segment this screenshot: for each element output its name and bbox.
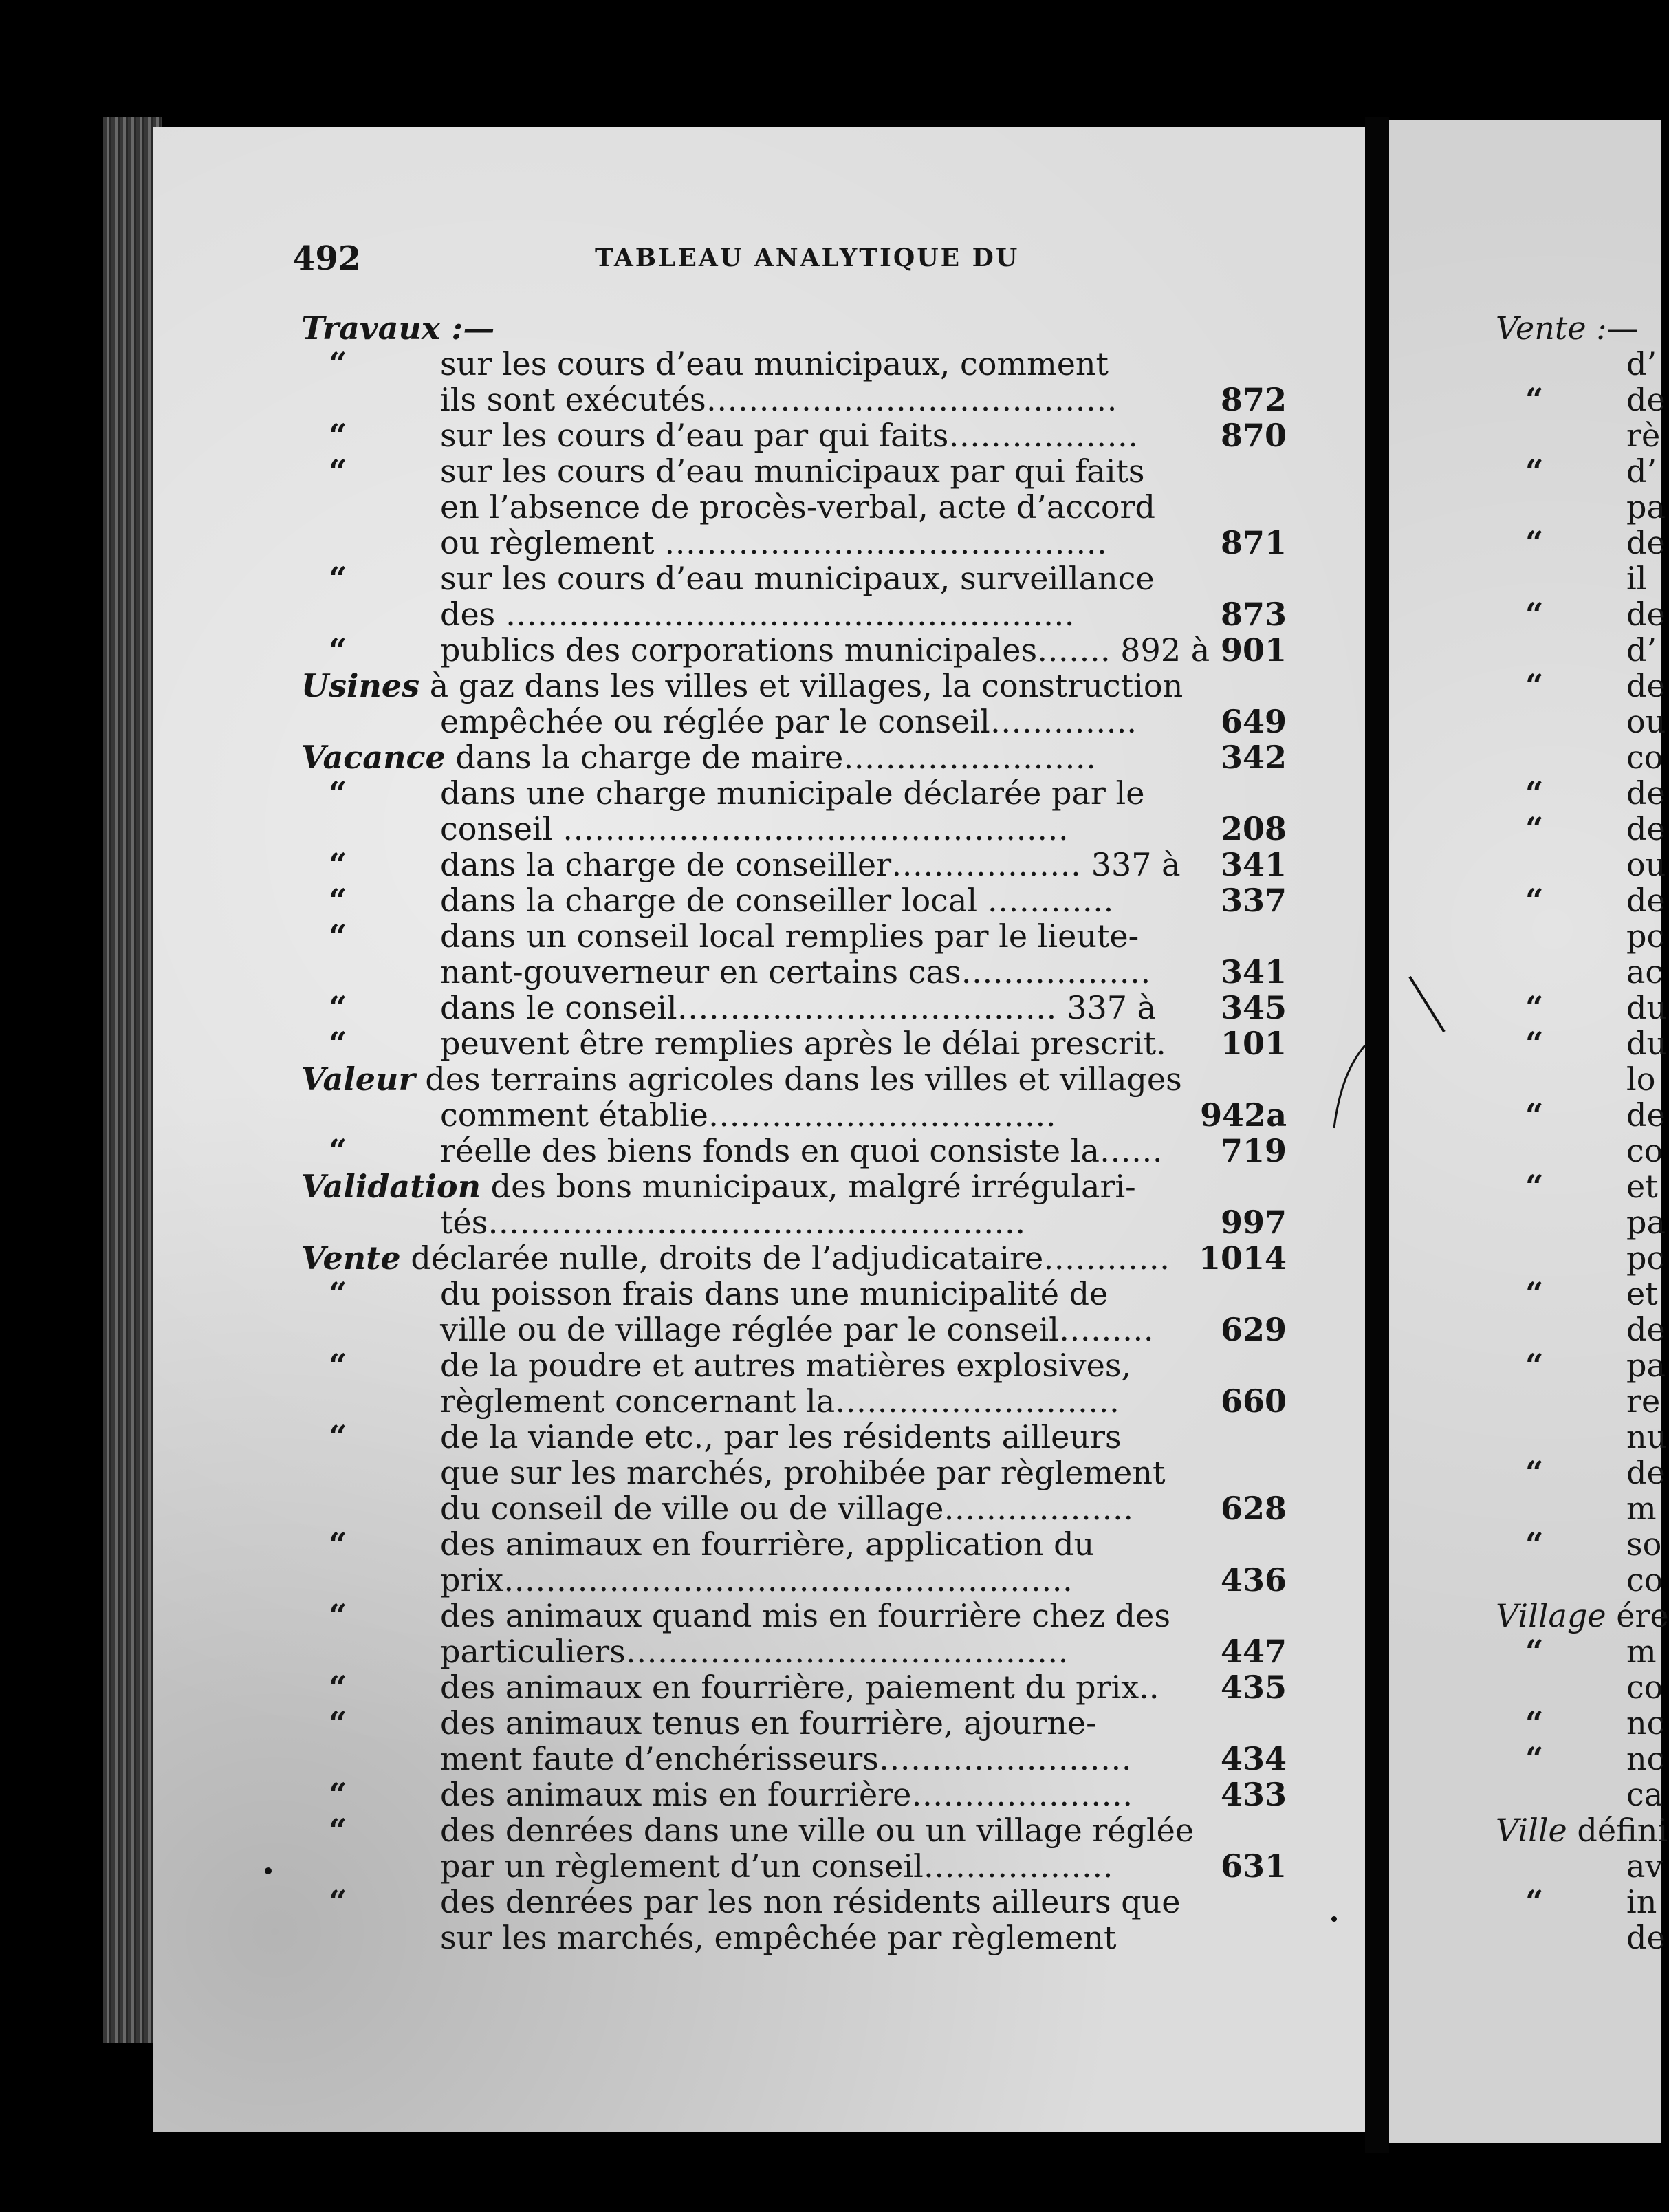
entry-text: empêchée ou réglée par le conseil………….. — [440, 703, 1137, 740]
headword-term: Vente — [301, 1239, 401, 1277]
entry-text: des animaux en fourrière, paiement du prix.. — [440, 1669, 1159, 1706]
entry-text: de — [1626, 524, 1666, 561]
ditto-mark: “ — [1525, 1454, 1544, 1491]
article-reference: 649 — [1220, 703, 1287, 740]
index-line-right — [0, 1454, 1666, 1491]
index-line-right — [0, 1168, 1661, 1205]
entry-text: nc — [1626, 1740, 1665, 1777]
article-reference: 342 — [1220, 739, 1287, 776]
entry-text: nu — [1626, 1418, 1668, 1455]
ditto-mark: “ — [1525, 1168, 1544, 1205]
entry-text: m — [1626, 1633, 1657, 1670]
page-header — [0, 239, 1661, 288]
article-reference: 208 — [1220, 810, 1287, 847]
index-line-right — [0, 918, 1665, 955]
entry-text: et — [1626, 1168, 1658, 1205]
index-line-right — [0, 703, 1666, 740]
entry-text: réelle des biens fonds en quoi consiste la…… — [440, 1132, 1163, 1169]
index-line-right — [0, 1526, 1661, 1563]
article-reference: 345 — [1220, 989, 1287, 1026]
entry-text: de — [1626, 1096, 1666, 1134]
ditto-mark: “ — [1525, 1025, 1544, 1062]
entry-text: du conseil de ville ou de village……………… — [440, 1490, 1134, 1527]
entry-text: ou règlement …………………………………… — [440, 524, 1108, 561]
ditto-mark: “ — [329, 417, 347, 454]
ditto-mark: “ — [1525, 774, 1544, 812]
entry-text: dans un conseil local remplies par le lieute- — [440, 918, 1139, 955]
entry-text: des denrées par les non résidents ailleurs que — [440, 1883, 1181, 1920]
ditto-mark: “ — [329, 882, 347, 919]
entry-text: dans le conseil……………………………… 337 à — [440, 989, 1157, 1026]
ditto-mark: “ — [329, 774, 347, 812]
entry-text: des animaux quand mis en fourrière chez des — [440, 1597, 1170, 1634]
ditto-mark: “ — [1525, 1526, 1544, 1563]
article-reference: 341 — [1220, 846, 1287, 883]
index-line-right — [0, 1311, 1666, 1348]
entry-text: co — [1626, 1132, 1663, 1169]
ditto-mark: “ — [329, 631, 347, 669]
entry-text: dans la charge de conseiller……………… 337 à — [440, 846, 1181, 883]
index-line-right — [0, 1669, 1661, 1706]
entry-text: de — [1626, 1454, 1666, 1491]
ditto-mark: “ — [329, 560, 347, 597]
index-line-right — [0, 882, 1666, 919]
entry-text: particuliers…………………………………… — [440, 1633, 1069, 1670]
index-line-right — [0, 1740, 1665, 1777]
article-reference: 660 — [1220, 1382, 1287, 1420]
ditto-mark: “ — [1525, 1740, 1544, 1777]
entry-text: de — [1626, 882, 1666, 919]
index-line-right — [0, 453, 1661, 490]
ditto-mark: “ — [329, 1597, 347, 1634]
article-reference: 719 — [1220, 1132, 1287, 1169]
entry-text: pc — [1626, 918, 1665, 955]
ditto-mark: “ — [329, 1883, 347, 1920]
entry-text: comment établie…………………………… — [440, 1096, 1056, 1134]
entry-text: des animaux tenus en fourrière, ajourne- — [440, 1704, 1097, 1742]
ditto-mark: “ — [1525, 1704, 1544, 1742]
index-line-right — [0, 1275, 1661, 1312]
index-line-right — [0, 1382, 1661, 1420]
entry-text: de — [1626, 596, 1666, 633]
article-reference: 942a — [1200, 1096, 1287, 1134]
entry-text: rè — [1626, 417, 1661, 454]
entry-text: il — [1626, 560, 1647, 597]
entry-text: sur les cours d’eau par qui faits……………… — [440, 417, 1139, 454]
entry-text: m — [1626, 1490, 1657, 1527]
ditto-mark: “ — [329, 453, 347, 490]
index-line-right — [0, 989, 1668, 1026]
entry-text: dans une charge municipale déclarée par le — [440, 774, 1145, 812]
index-line-right — [0, 846, 1666, 883]
ditto-mark: “ — [1525, 1096, 1544, 1134]
ditto-mark: “ — [329, 1025, 347, 1062]
ditto-mark: “ — [1525, 596, 1544, 633]
entry-text: sur les cours d’eau municipaux par qui faits — [440, 453, 1145, 490]
entry-text: de — [1626, 667, 1666, 704]
entry-text: règlement concernant la……………………… — [440, 1382, 1120, 1420]
index-line-right — [0, 1061, 1661, 1098]
entry-text: co — [1626, 739, 1663, 776]
headword-term: Valeur — [301, 1061, 415, 1098]
headword-term: Validation — [301, 1168, 481, 1205]
headword-text: à gaz dans les villes et villages, la construction — [419, 667, 1183, 704]
headword-term: Vente :— — [1496, 310, 1639, 347]
entry-text: ils sont exécutés………………………………… — [440, 381, 1117, 418]
entry-text: dans la charge de conseiller local ………… — [440, 882, 1114, 919]
entry-text: d’ — [1626, 631, 1657, 669]
article-reference: 871 — [1220, 524, 1287, 561]
entry-text: sur les cours d’eau municipaux, surveillance — [440, 560, 1155, 597]
entry-text: d’ — [1626, 345, 1657, 382]
article-reference: 435 — [1220, 1669, 1287, 1706]
entry-text: so — [1626, 1526, 1662, 1563]
entry-text: par un règlement d’un conseil……………… — [440, 1847, 1113, 1885]
entry-text: sur les cours d’eau municipaux, comment — [440, 345, 1109, 382]
index-line-right — [0, 1132, 1661, 1169]
index-line-right — [0, 739, 1661, 776]
index-line-right — [0, 774, 1666, 812]
headword-term: Village — [1496, 1597, 1606, 1634]
entry-text: nant-gouverneur en certains cas……………… — [440, 953, 1151, 990]
entry-text: de la viande etc., par les résidents ailleurs — [440, 1418, 1122, 1455]
article-reference: 101 — [1220, 1025, 1287, 1062]
ditto-mark: “ — [329, 1812, 347, 1849]
headword-text: dans la charge de maire…………………… — [445, 739, 1097, 776]
index-line-right — [0, 1704, 1665, 1742]
article-reference: 341 — [1220, 953, 1287, 990]
article-reference: 436 — [1220, 1561, 1287, 1598]
entry-text: pa — [1626, 488, 1666, 525]
entry-text: des denrées dans une ville ou un village réglée — [440, 1812, 1195, 1849]
entry-text: de — [1626, 1311, 1666, 1348]
article-reference: 870 — [1220, 417, 1287, 454]
entry-text: du — [1626, 989, 1668, 1026]
ditto-mark: “ — [1525, 1275, 1544, 1312]
ditto-mark: “ — [1525, 1633, 1544, 1670]
entry-text: des ……………………………………………… — [440, 596, 1075, 633]
article-reference: 629 — [1220, 1311, 1287, 1348]
ditto-mark: “ — [329, 1776, 347, 1813]
index-line-right — [0, 310, 1661, 347]
index-line-right — [0, 381, 1666, 418]
entry-text: de la poudre et autres matières explosives, — [440, 1347, 1132, 1384]
ditto-mark: “ — [1525, 989, 1544, 1026]
ditto-mark: “ — [329, 1347, 347, 1384]
entry-text: ville ou de village réglée par le conseil……… — [440, 1311, 1154, 1348]
entry-text: en l’absence de procès-verbal, acte d’accord — [440, 488, 1155, 525]
index-line-right — [0, 810, 1666, 847]
index-line-right — [0, 1418, 1668, 1455]
entry-text: ou — [1626, 703, 1666, 740]
entry-text: peuvent être remplies après le délai prescrit. — [440, 1025, 1166, 1062]
entry-text: in — [1626, 1883, 1657, 1920]
index-line-right — [0, 1096, 1666, 1134]
entry-text: pc — [1626, 1239, 1665, 1277]
headword-text: ére — [1606, 1597, 1669, 1634]
article-reference: 631 — [1220, 1847, 1287, 1885]
entry-text: lo — [1626, 1061, 1656, 1098]
headword — [1496, 1812, 1668, 1849]
ditto-mark: “ — [1525, 810, 1544, 847]
article-reference: 901 — [1220, 631, 1287, 669]
article-reference: 433 — [1220, 1776, 1287, 1813]
article-reference: 434 — [1220, 1740, 1287, 1777]
headword-term: Travaux :— — [301, 310, 495, 347]
entry-text: de — [1626, 774, 1666, 812]
index-line-right — [0, 417, 1661, 454]
article-reference: 872 — [1220, 381, 1287, 418]
ditto-mark: “ — [1525, 1347, 1544, 1384]
index-line-right — [0, 345, 1661, 382]
headword — [1496, 310, 1639, 347]
ditto-mark: “ — [1525, 524, 1544, 561]
headword-term: Vacance — [301, 739, 446, 776]
entry-text: ca — [1626, 1776, 1663, 1813]
entry-text: av — [1626, 1847, 1663, 1885]
index-line-right — [0, 1490, 1661, 1527]
ditto-mark: “ — [329, 1275, 347, 1312]
entry-text: pa — [1626, 1347, 1666, 1384]
ditto-mark: “ — [1525, 381, 1544, 418]
entry-text: d’ — [1626, 453, 1657, 490]
headword-term: Usines — [301, 667, 420, 704]
entry-text: des animaux en fourrière, application du — [440, 1526, 1095, 1563]
entry-text: sur les marchés, empêchée par règlement — [440, 1919, 1117, 1956]
article-reference: 337 — [1220, 882, 1287, 919]
index-line-right — [0, 1633, 1661, 1670]
entry-text: publics des corporations municipales……. 892 à — [440, 631, 1210, 669]
entry-text: prix……………………………………………… — [440, 1561, 1073, 1598]
article-reference: 873 — [1220, 596, 1287, 633]
index-line-right — [0, 1239, 1665, 1277]
ditto-mark: “ — [329, 345, 347, 382]
index-line-right — [0, 1847, 1661, 1885]
headword-term: Ville — [1496, 1812, 1567, 1849]
ditto-mark: “ — [329, 1669, 347, 1706]
index-line-right — [0, 631, 1661, 669]
entry-text: pa — [1626, 1204, 1666, 1241]
entry-text: de — [1626, 1919, 1666, 1956]
index-line-right — [0, 953, 1661, 990]
article-reference: 1014 — [1198, 1239, 1287, 1277]
index-line-right — [0, 1204, 1666, 1241]
headword — [1496, 1597, 1669, 1634]
ditto-mark: “ — [1525, 1883, 1544, 1920]
index-line-right — [0, 524, 1666, 561]
entry-text: ment faute d’enchérisseurs…………………… — [440, 1740, 1132, 1777]
ditto-mark: “ — [329, 846, 347, 883]
index-line-right — [0, 560, 1661, 597]
headword-text: défini — [1567, 1812, 1668, 1849]
ditto-mark: “ — [329, 1418, 347, 1455]
index-line-right — [0, 1597, 1669, 1634]
index-line-right — [0, 488, 1666, 525]
ditto-mark: “ — [329, 918, 347, 955]
index-line-right — [0, 596, 1666, 633]
entry-text: que sur les marchés, prohibée par règlement — [440, 1454, 1166, 1491]
entry-text: ou — [1626, 846, 1666, 883]
article-reference: 997 — [1220, 1204, 1287, 1241]
headword-text: des bons municipaux, malgré irrégulari- — [481, 1168, 1136, 1205]
ditto-mark: “ — [1525, 453, 1544, 490]
ditto-mark: “ — [1525, 882, 1544, 919]
entry-text: et — [1626, 1275, 1658, 1312]
ditto-mark: “ — [329, 1704, 347, 1742]
page-number: 492 — [292, 239, 362, 278]
entry-text: re — [1626, 1382, 1661, 1420]
entry-text: des animaux mis en fourrière………………… — [440, 1776, 1133, 1813]
entry-text: de — [1626, 810, 1666, 847]
index-line-right — [0, 1776, 1661, 1813]
entry-text: co — [1626, 1561, 1663, 1598]
index-line-right — [0, 1561, 1661, 1598]
index-line-right — [0, 1919, 1666, 1956]
index-line-right — [0, 667, 1666, 704]
index-line-right — [0, 1812, 1668, 1849]
entry-text: du — [1626, 1025, 1668, 1062]
ditto-mark: “ — [329, 989, 347, 1026]
article-reference: 628 — [1220, 1490, 1287, 1527]
index-line-right — [0, 1025, 1668, 1062]
ditto-mark: “ — [1525, 667, 1544, 704]
entry-text: de — [1626, 381, 1666, 418]
headword-text: des terrains agricoles dans les villes et villages — [415, 1061, 1182, 1098]
entry-text: du poisson frais dans une municipalité de — [440, 1275, 1109, 1312]
article-reference: 447 — [1220, 1633, 1287, 1670]
entry-text: co — [1626, 1669, 1663, 1706]
ditto-mark: “ — [329, 1526, 347, 1563]
running-title: TABLEAU ANALYTIQUE DU — [595, 243, 1020, 272]
index-line-right — [0, 1347, 1666, 1384]
index-line-right — [0, 1883, 1661, 1920]
entry-text: tés…………………………………………… — [440, 1204, 1026, 1241]
ditto-mark: “ — [329, 1132, 347, 1169]
entry-text: ac — [1626, 953, 1663, 990]
headword-text: déclarée nulle, droits de l’adjudicataire………… — [400, 1239, 1170, 1277]
entry-text: conseil ………………………………………… — [440, 810, 1069, 847]
entry-text: nc — [1626, 1704, 1665, 1742]
